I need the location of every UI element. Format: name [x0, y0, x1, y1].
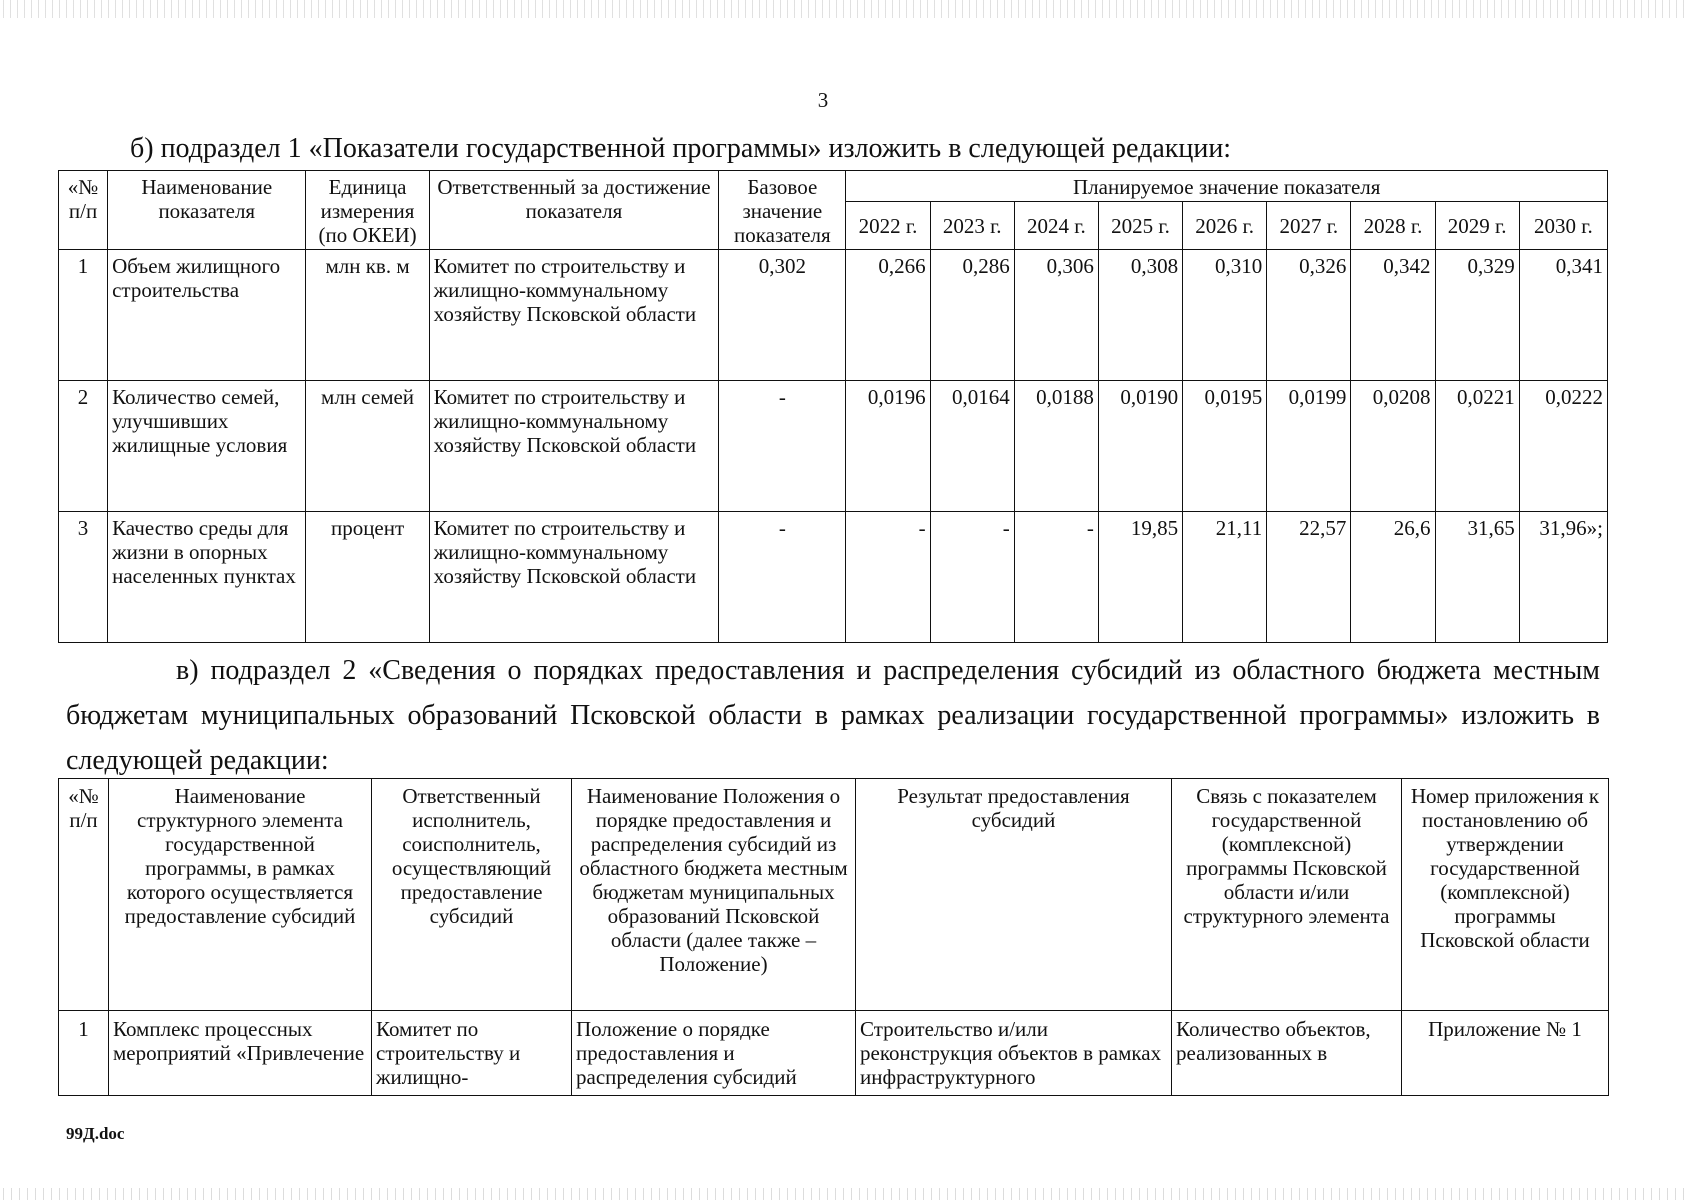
- t2-row1-result: Строительство и/или реконструкция объектов в рамках инфраструктурного: [856, 1011, 1172, 1096]
- scan-edge-bottom: [0, 1188, 1686, 1200]
- t1-header-base: Базовое значение показателя: [719, 171, 846, 250]
- subsidies-table: [58, 778, 1609, 1096]
- t1-row2-num: 2: [59, 381, 108, 512]
- t1-row2-2024: 0,0188: [1014, 381, 1098, 512]
- table-row: [59, 1011, 1609, 1096]
- t2-header-result: Результат предоставления субсидий: [856, 779, 1172, 1011]
- t1-header-num: «№ п/п: [59, 171, 108, 250]
- t1-row1-2023: 0,286: [930, 250, 1014, 381]
- t2-row1-appendix: Приложение № 1: [1402, 1011, 1609, 1096]
- paragraph-v: в) подраздел 2 «Сведения о порядках предоставления и распределения субсидий из областного бюджета местным бюджетам муниципальных образований Псковской области в рамках реализации государственной программы» изложить в следующей редакции:: [66, 655, 1600, 776]
- t1-row2-base: -: [719, 381, 846, 512]
- t1-row1-2026: 0,310: [1183, 250, 1267, 381]
- t1-row1-unit: млн кв. м: [306, 250, 429, 381]
- t1-row2-2023: 0,0164: [930, 381, 1014, 512]
- t1-row3-2029: 31,65: [1435, 512, 1519, 643]
- table-row: [59, 250, 1608, 381]
- t1-row1-2024: 0,306: [1014, 250, 1098, 381]
- table-row: [59, 381, 1608, 512]
- t1-row2-2029: 0,0221: [1435, 381, 1519, 512]
- document-filename: 99Д.doc: [66, 1124, 125, 1143]
- t1-row2-2022: 0,0196: [846, 381, 930, 512]
- t1-year-2030: 2030 г.: [1519, 202, 1607, 250]
- t1-header-responsible: Ответственный за достижение показателя: [429, 171, 719, 250]
- t2-header-element: Наименование структурного элемента государственной программы, в рамках которого осуществляется предоставление субсидий: [109, 779, 372, 1011]
- t1-header-name: Наименование показателя: [108, 171, 306, 250]
- t1-row2-name: Количество семей, улучшивших жилищные условия: [108, 381, 306, 512]
- t1-row2-2030: 0,0222: [1519, 381, 1607, 512]
- t2-header-executor: Ответственный исполнитель, соисполнитель, осуществляющий предоставление субсидий: [372, 779, 572, 1011]
- t1-row1-name: Объем жилищного строительства: [108, 250, 306, 381]
- t1-year-2023: 2023 г.: [930, 202, 1014, 250]
- t1-year-2024: 2024 г.: [1014, 202, 1098, 250]
- t1-row3-2025: 19,85: [1098, 512, 1182, 643]
- paragraph-b: б) подраздел 1 «Показатели государственной программы» изложить в следующей редакции:: [130, 133, 1232, 164]
- t1-header-planned: Планируемое значение показателя: [846, 171, 1608, 202]
- t1-row3-num: 3: [59, 512, 108, 643]
- indicators-table: [58, 170, 1608, 643]
- t2-row1-num: 1: [59, 1011, 109, 1096]
- t1-year-2025: 2025 г.: [1098, 202, 1182, 250]
- t1-row2-2026: 0,0195: [1183, 381, 1267, 512]
- t2-header-num: «№ п/п: [59, 779, 109, 1011]
- t1-row2-2027: 0,0199: [1267, 381, 1351, 512]
- t1-year-2026: 2026 г.: [1183, 202, 1267, 250]
- t1-row1-num: 1: [59, 250, 108, 381]
- t2-row1-executor: Комитет по строительству и жилищно-: [372, 1011, 572, 1096]
- t2-header-appendix: Номер приложения к постановлению об утверждении государственной (комплексной) программы Псковской области: [1402, 779, 1609, 1011]
- t1-row1-base: 0,302: [719, 250, 846, 381]
- t1-row2-unit: млн семей: [306, 381, 429, 512]
- t2-row1-element: Комплекс процессных мероприятий «Привлечение: [109, 1011, 372, 1096]
- t1-row1-2030: 0,341: [1519, 250, 1607, 381]
- t1-row3-2028: 26,6: [1351, 512, 1435, 643]
- scan-edge-top: [0, 0, 1686, 18]
- t1-row3-2026: 21,11: [1183, 512, 1267, 643]
- t1-row2-responsible: Комитет по строительству и жилищно-коммунальному хозяйству Псковской области: [429, 381, 719, 512]
- t1-row3-2023: -: [930, 512, 1014, 643]
- t1-year-2022: 2022 г.: [846, 202, 930, 250]
- table-row: [59, 512, 1608, 643]
- t1-row3-unit: процент: [306, 512, 429, 643]
- t1-header-unit: Единица измерения (по ОКЕИ): [306, 171, 429, 250]
- t1-row3-2030: 31,96»;: [1519, 512, 1607, 643]
- t1-row3-base: -: [719, 512, 846, 643]
- t1-row3-2024: -: [1014, 512, 1098, 643]
- t2-row1-link: Количество объектов, реализованных в: [1172, 1011, 1402, 1096]
- t1-row1-2025: 0,308: [1098, 250, 1182, 381]
- t1-row3-name: Качество среды для жизни в опорных населенных пунктах: [108, 512, 306, 643]
- t2-header-regulation: Наименование Положения о порядке предоставления и распределения субсидий из областного бюджета местным бюджетам муниципальных образований Псковской области (далее также – Положение): [572, 779, 856, 1011]
- t1-year-2028: 2028 г.: [1351, 202, 1435, 250]
- t1-row3-responsible: Комитет по строительству и жилищно-коммунальному хозяйству Псковской области: [429, 512, 719, 643]
- page-number: 3: [817, 88, 829, 112]
- t1-row2-2028: 0,0208: [1351, 381, 1435, 512]
- t1-row2-2025: 0,0190: [1098, 381, 1182, 512]
- t2-row1-regulation: Положение о порядке предоставления и распределения субсидий: [572, 1011, 856, 1096]
- t1-row1-2022: 0,266: [846, 250, 930, 381]
- t1-row3-2027: 22,57: [1267, 512, 1351, 643]
- t1-row1-responsible: Комитет по строительству и жилищно-коммунальному хозяйству Псковской области: [429, 250, 719, 381]
- t1-row1-2028: 0,342: [1351, 250, 1435, 381]
- t1-row3-2022: -: [846, 512, 930, 643]
- t1-year-2029: 2029 г.: [1435, 202, 1519, 250]
- t1-row1-2027: 0,326: [1267, 250, 1351, 381]
- t2-header-link: Связь с показателем государственной (комплексной) программы Псковской области и/или структурного элемента: [1172, 779, 1402, 1011]
- t1-year-2027: 2027 г.: [1267, 202, 1351, 250]
- t1-row1-2029: 0,329: [1435, 250, 1519, 381]
